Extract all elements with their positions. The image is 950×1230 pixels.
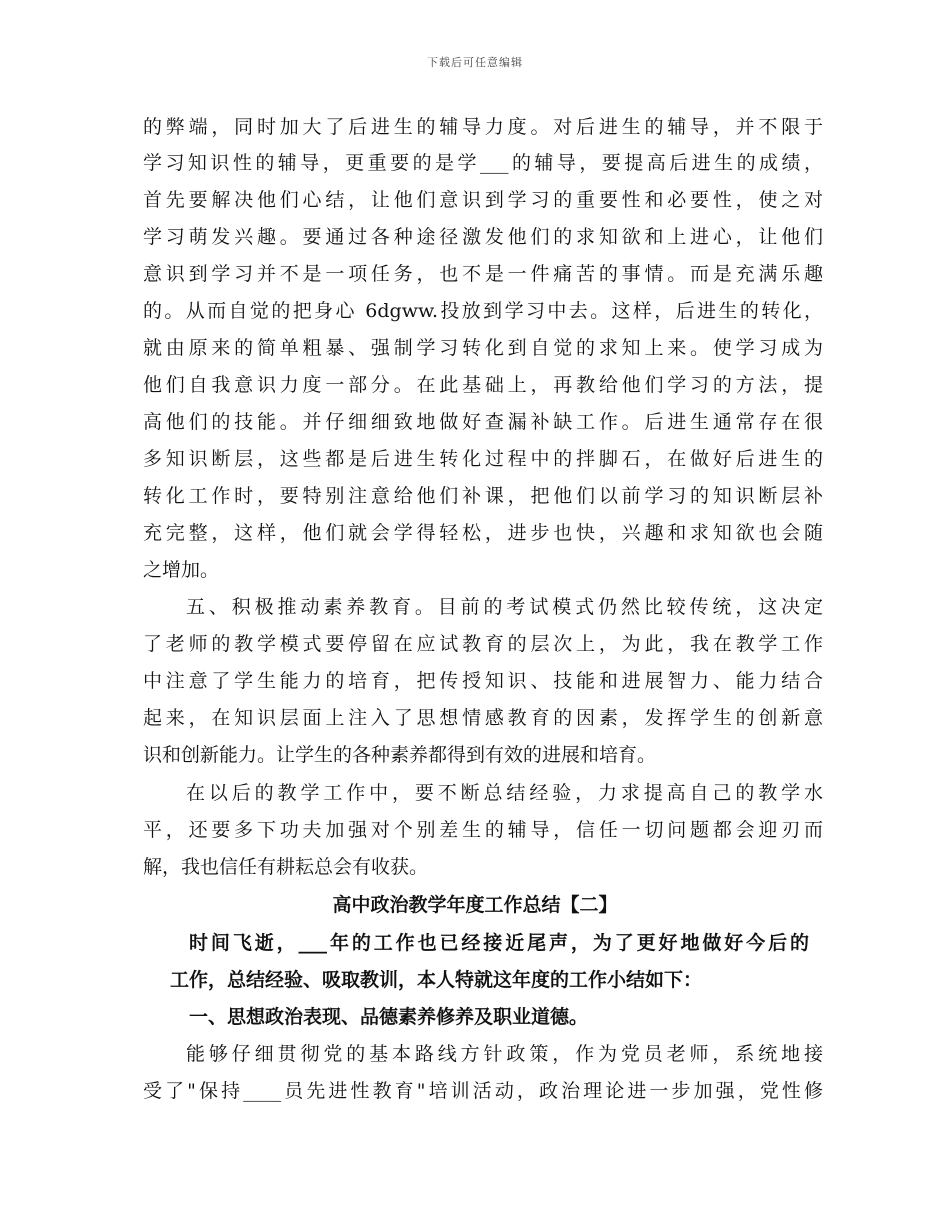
text-line: 受了"保持____员先进性教育"培训活动，政治理论进一步加强，党性修 [143, 1080, 823, 1102]
text-line: 能够仔细贯彻党的基本路线方针政策，作为党员老师，系统地接 [186, 1043, 823, 1065]
text-line: 中注意了学生能力的培育，把传授知识、技能和进展智力、能力结合 [143, 670, 823, 692]
text-line: 起来，在知识层面上注入了思想情感教育的因素，发挥学生的创新意 [143, 707, 823, 729]
text-line: 他们自我意识力度一部分。在此基础上，再教给他们学习的方法，提 [143, 374, 823, 396]
text-line: 平，还要多下功夫加强对个别差生的辅导，信任一切问题都会迎刃而 [143, 819, 823, 841]
text-line: 了老师的教学模式要停留在应试教育的层次上，为此，我在教学工作 [143, 633, 823, 655]
subheading: 一、思想政治表现、品德素养修养及职业道德。 [189, 1006, 589, 1028]
text-line: 充完整，这样，他们就会学得轻松，进步也快，兴趣和求知欲也会随 [143, 522, 823, 544]
text-line: 在以后的教学工作中，要不断总结经验，力求提高自己的教学水 [186, 782, 823, 804]
header-note: 下载后可任意编辑 [427, 56, 523, 69]
intro-line: 时间飞逝，___年的工作也已经接近尾声，为了更好地做好今后的 [189, 932, 809, 954]
intro-line: 工作，总结经验、吸取教训，本人特就这年度的工作小结如下： [170, 969, 703, 991]
text-line: 的弊端，同时加大了后进生的辅导力度。对后进生的辅导，并不限于 [143, 116, 823, 138]
text-line: 学习萌发兴趣。要通过各种途径激发他们的求知欲和上进心，让他们 [143, 226, 823, 248]
text-line: 学习知识性的辅导，更重要的是学___的辅导，要提高后进生的成绩， [143, 152, 823, 174]
text-line: 意识到学习并不是一项任务，也不是一件痛苦的事情。而是充满乐趣 [143, 263, 823, 285]
text-line: 的。从而自觉的把身心 6dgww.投放到学习中去。这样，后进生的转化， [143, 300, 823, 322]
text-line: 五、积极推动素养教育。目前的考试模式仍然比较传统，这决定 [186, 596, 823, 618]
section-title: 高中政治教学年度工作总结【二】 [332, 894, 618, 916]
text-line: 之增加。 [143, 559, 220, 581]
text-line: 就由原来的简单粗暴、强制学习转化到自觉的求知上来。使学习成为 [143, 337, 823, 359]
text-line: 识和创新能力。让学生的各种素养都得到有效的进展和培育。 [143, 744, 657, 766]
text-line: 高他们的技能。并仔细细致地做好查漏补缺工作。后进生通常存在很 [143, 411, 823, 433]
text-line: 多知识断层，这些都是后进生转化过程中的拌脚石，在做好后进生的 [143, 448, 823, 470]
text-line: 解，我也信任有耕耘总会有收获。 [143, 856, 429, 878]
text-line: 转化工作时，要特别注意给他们补课，把他们以前学习的知识断层补 [143, 485, 823, 507]
text-line: 首先要解决他们心结，让他们意识到学习的重要性和必要性，使之对 [143, 189, 823, 211]
